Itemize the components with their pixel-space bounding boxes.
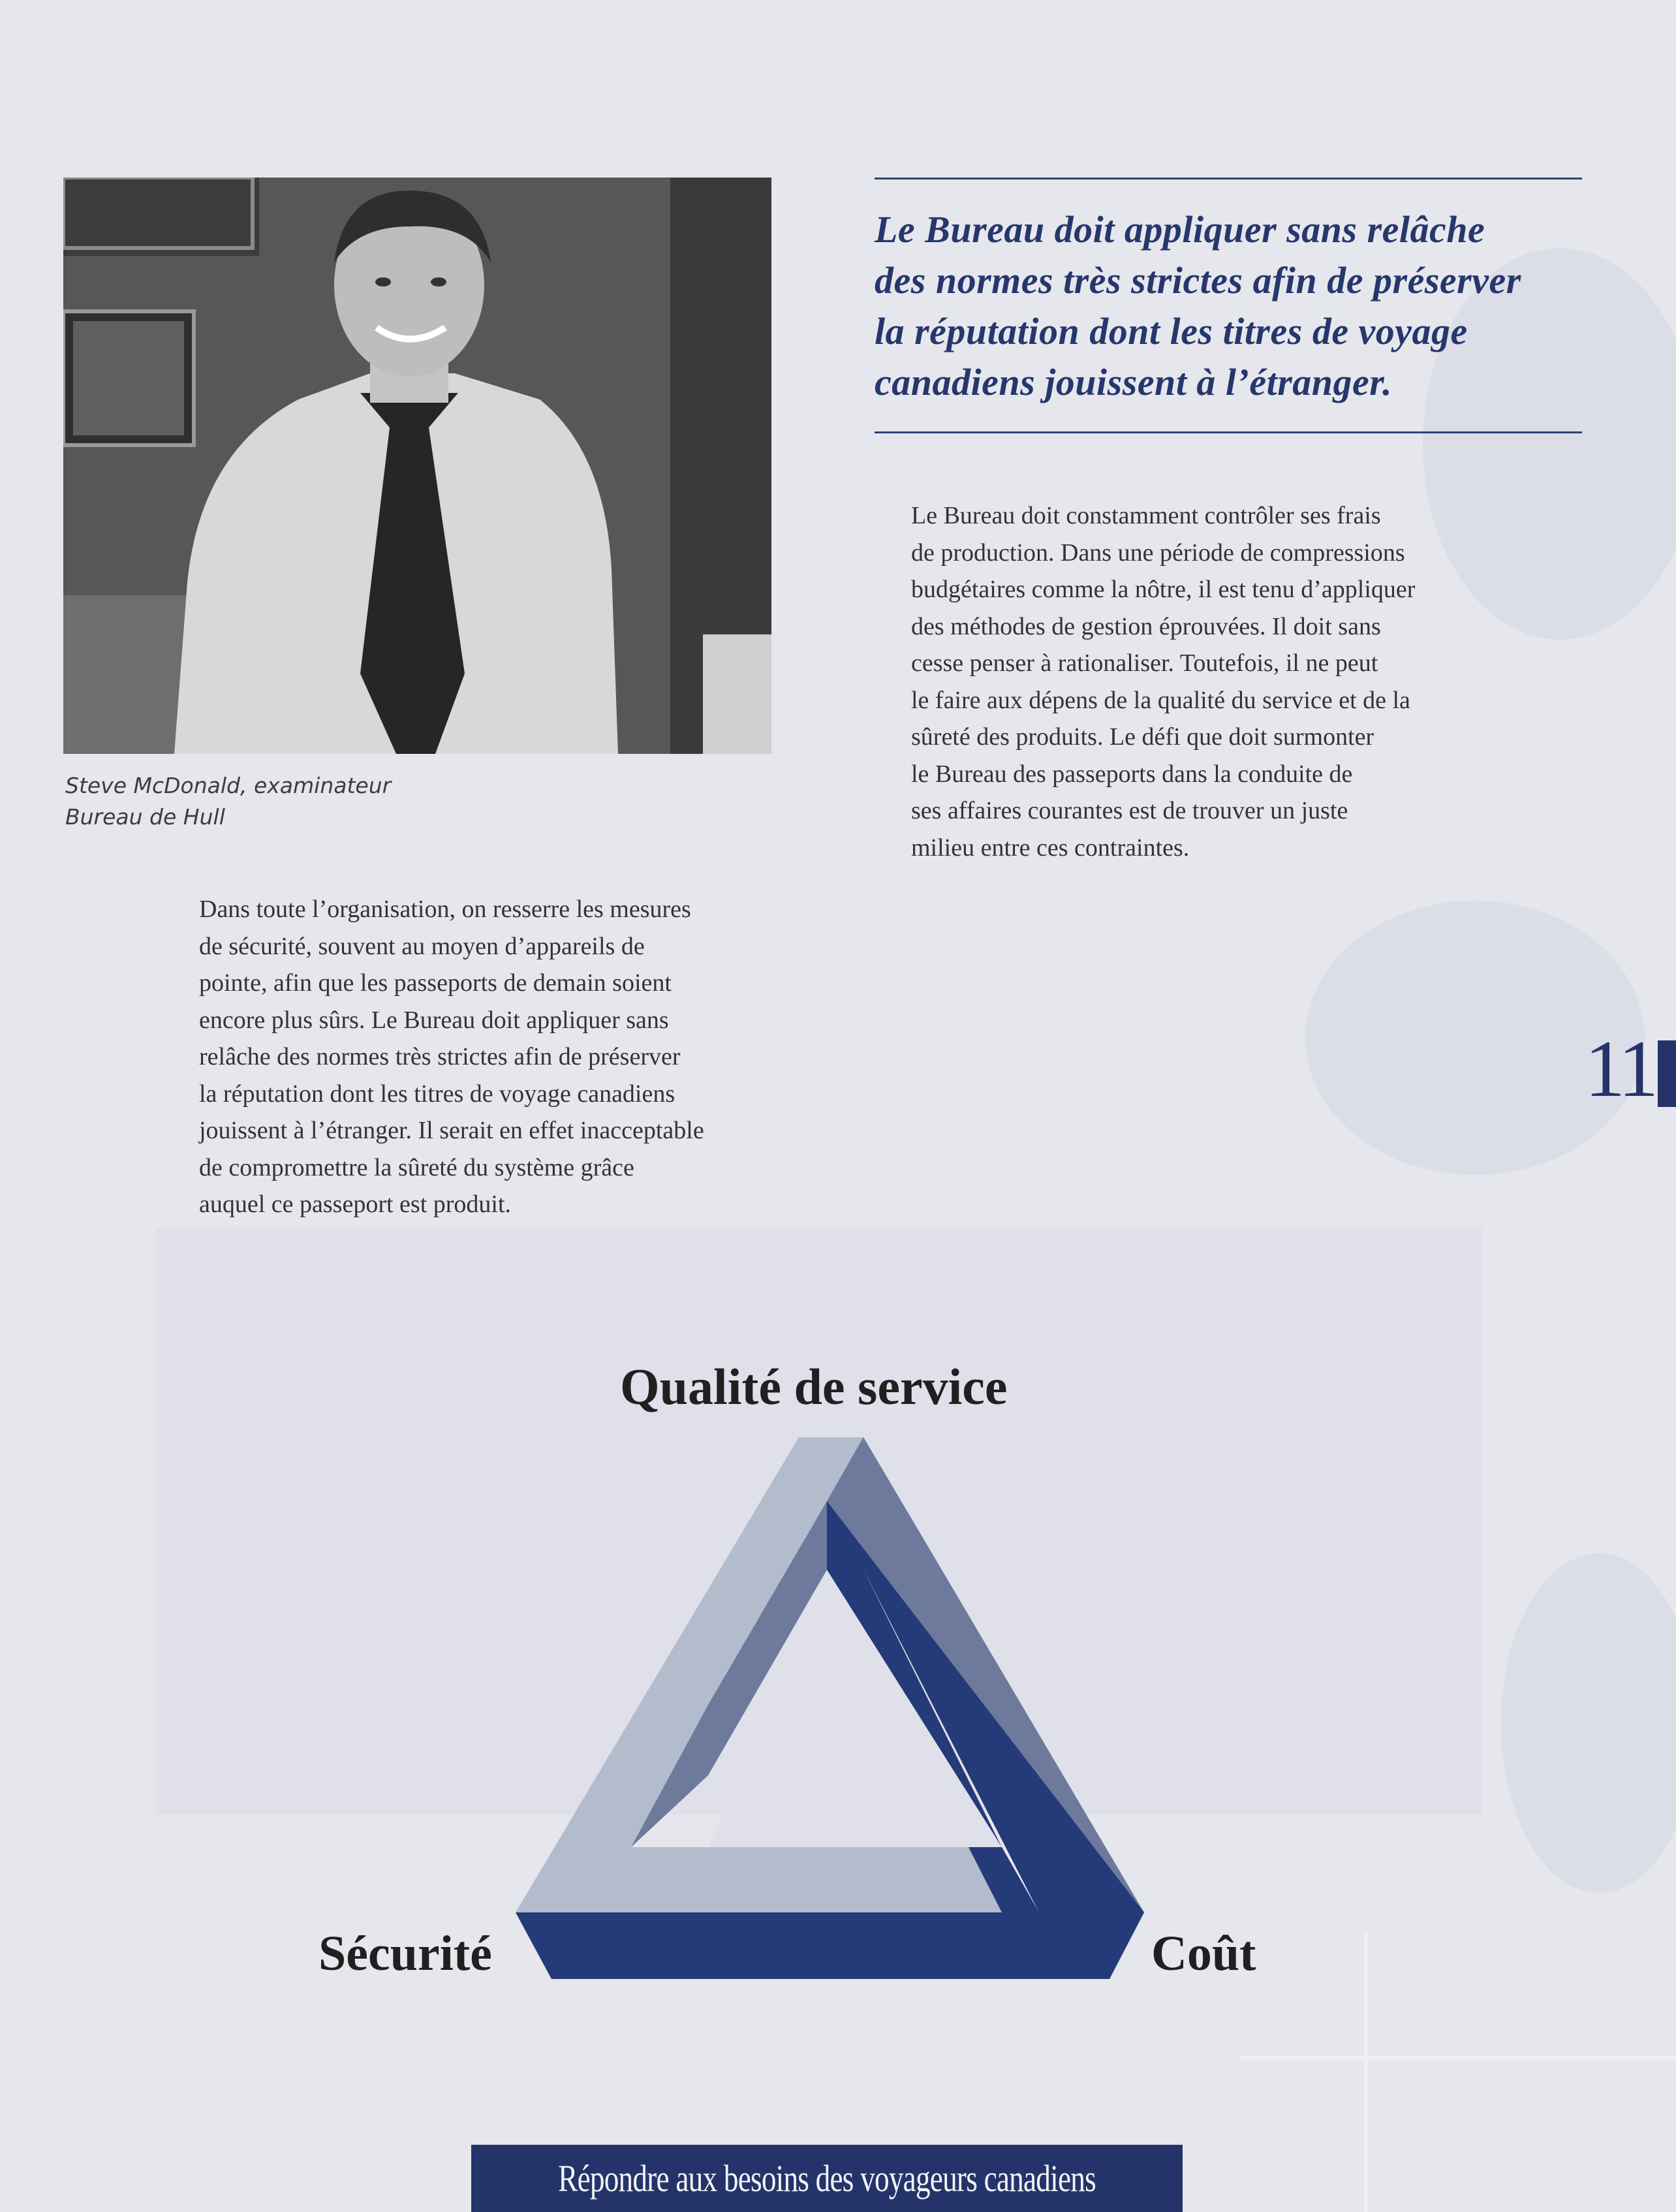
pull-quote-line: des normes très strictes afin de préserver — [875, 259, 1521, 302]
pull-quote-line: la réputation dont les titres de voyage — [875, 310, 1468, 352]
text-line: sûreté des produits. Le défi que doit surmonter — [911, 723, 1374, 751]
pull-quote-line: canadiens jouissent à l’étranger. — [875, 361, 1393, 403]
label-cost: Coût — [1151, 1926, 1256, 1981]
text-line: encore plus sûrs. Le Bureau doit appliquer sans — [199, 1006, 669, 1034]
text-line: milieu entre ces contraintes. — [911, 833, 1190, 862]
caption-office: Bureau de Hull — [65, 804, 225, 830]
page-number: 11 — [1585, 1024, 1655, 1114]
pull-quote-line: Le Bureau doit appliquer sans relâche — [875, 208, 1485, 251]
caption-name: Steve McDonald, examinateur — [65, 773, 392, 798]
text-line: des méthodes de gestion éprouvées. Il doit sans — [911, 612, 1381, 640]
text-line: ses affaires courantes est de trouver un juste — [911, 797, 1348, 824]
text-line: la réputation dont les titres de voyage canadiens — [199, 1080, 675, 1108]
text-line: de production. Dans une période de compressions — [911, 538, 1405, 567]
text-line: de sécurité, souvent au moyen d’appareils de — [199, 932, 645, 960]
text-line: le Bureau des passeports dans la conduite de — [911, 760, 1353, 788]
triangle-bottom-bar — [516, 1912, 1144, 1979]
footer-banner — [471, 2145, 1183, 2212]
text-line: pointe, afin que les passeports de demain soient — [199, 969, 672, 997]
label-security: Sécurité — [318, 1926, 492, 1981]
text-line: jouissent à l’étranger. Il serait en effet inacceptable — [199, 1117, 704, 1144]
text-line: Le Bureau doit constamment contrôler ses frais — [911, 502, 1381, 529]
text-line: cesse penser à rationaliser. Toutefois, il ne peut — [911, 649, 1378, 677]
text-line: auquel ce passeport est produit. — [199, 1191, 512, 1218]
text-line: Dans toute l’organisation, on resserre les mesures — [199, 896, 691, 923]
label-service-quality: Qualité de service — [620, 1358, 1008, 1415]
text-line: relâche des normes très strictes afin de préserver — [199, 1043, 681, 1070]
footer-title: Répondre aux besoins des voyageurs canadiens — [558, 2157, 1096, 2200]
text-line: budgétaires comme la nôtre, il est tenu d’appliquer — [911, 576, 1416, 603]
text-line: de compromettre la sûreté du système grâce — [199, 1153, 634, 1181]
text-line: le faire aux dépens de la qualité du service et de la — [911, 686, 1410, 714]
